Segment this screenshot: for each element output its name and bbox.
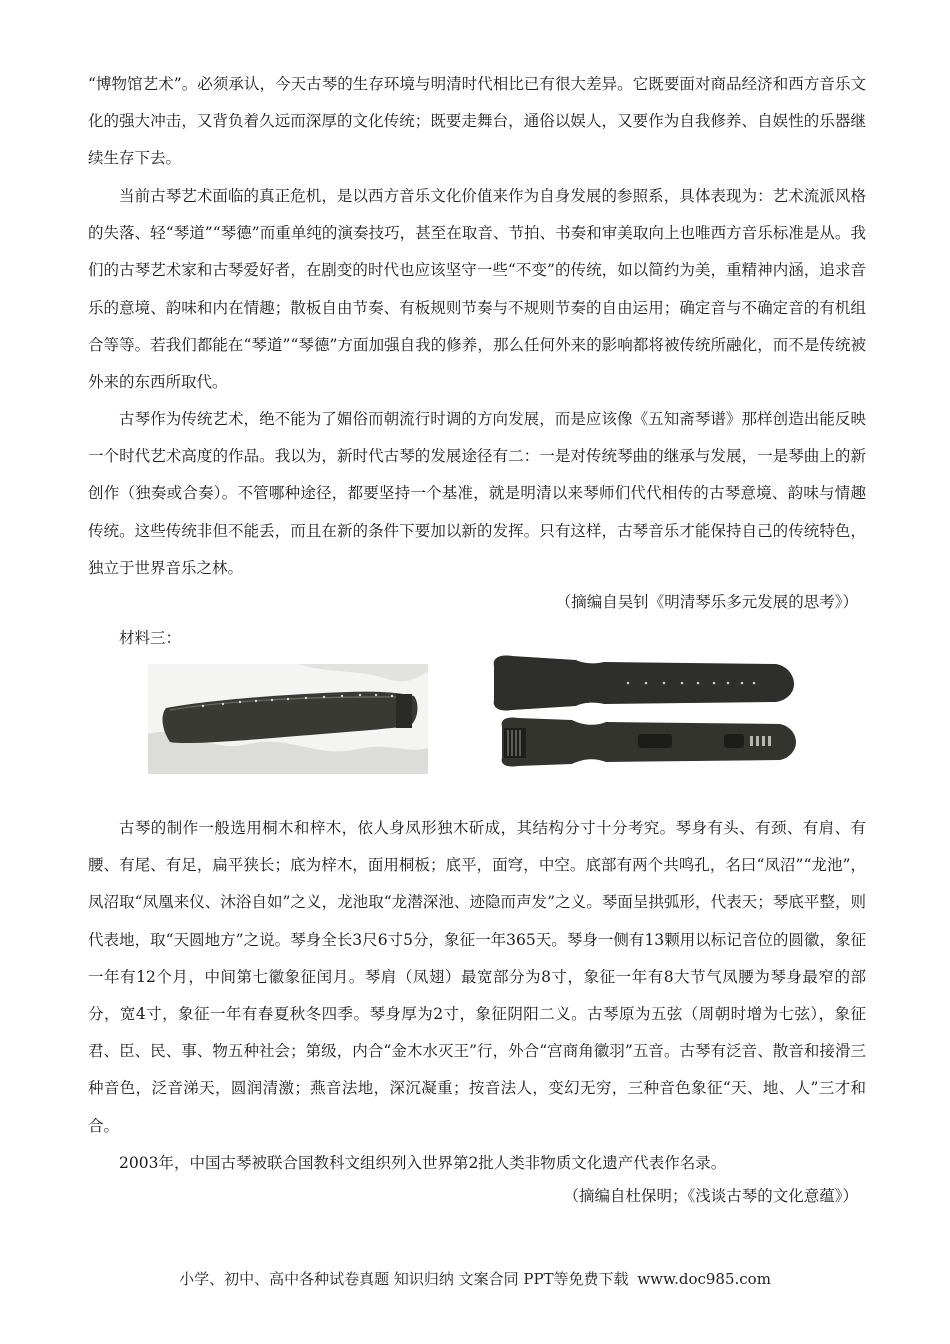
guqin-top-bottom-photo — [488, 654, 800, 780]
paragraph-3: 古琴作为传统艺术，绝不能为了媚俗而朝流行时调的方向发展，而是应该像《五知斋琴谱》那样创造出能反映一个时代艺术高度的作品。我以为，新时代古琴的发展途径有二：一是对传统琴曲的继承与发展，一是琴曲上的新创作（独奏或合奏）。不管哪种途径，都要坚持一个基准，就是明清以来琴师们代代相传的古琴意境、韵味与情趣传统。这些传统非但不能丢，而且在新的条件下要加以新的发挥。只有这样，古琴音乐才能保持自己的传统特色，独立于世界音乐之林。 — [88, 410, 866, 577]
source-citation-1: （摘编自吴钊《明清琴乐多元发展的思考》） — [555, 593, 858, 611]
footer-link[interactable]: www.doc985.com — [637, 1270, 771, 1288]
paragraph-5: 2003年，中国古琴被联合国教科文组织列入世界第2批人类非物质文化遗产代表作名录。 — [119, 1154, 727, 1172]
footer-text: 小学、初中、高中各种试卷真题 知识归纳 文案合同 PPT等免费下载 — [179, 1270, 629, 1288]
paragraph-4: 古琴的制作一般选用桐木和梓木，依人身凤形独木斫成，其结构分寸十分考究。琴身有头、有颈、有肩、有腰、有尾、有足，扁平狭长；底为梓木，面用桐板；底平，面穹，中空。底部有两个共鸣孔，名曰“凤沼”“龙池”，凤沼取“凤凰来仪、沐浴自如”之义，龙池取“龙潜深池、迹隐而声发”之义。琴面呈拱弧形，代表天；琴底平整，则代表地，取“天圆地方”之说。琴身全长3尺6寸5分，象征一年365天。琴身一侧有13颗用以标记音位的圆徽，象征一年有12个月，中间第七徽象征闰月。琴肩（凤翅）最宽部分为8寸，象征一年有8大节气凤腰为琴身最窄的部分，宽4寸，象征一年有春夏秋冬四季。琴身厚为2寸，象征阴阳二义。古琴原为五弦（周朝时增为七弦），象征君、臣、民、事、物五种社会；第级，内合“金木水灭王”行，外合“宫商角徽羽”五音。古琴有泛音、散音和接滑三种音色，泛音涕天，圆润清激；燕音法地，深沉凝重；按音法人，变幻无穷，三种音色象征“天、地、人”三才和合。 — [88, 819, 866, 1135]
guqin-photo — [148, 664, 428, 774]
source-citation-2: （摘编自杜保明；《浅谈古琴的文化意蕴》） — [563, 1187, 858, 1205]
material-3-heading: 材料三： — [119, 629, 182, 647]
paragraph-2: 当前古琴艺术面临的真正危机，是以西方音乐文化价值来作为自身发展的参照系，具体表现为：艺术流派风格的失落、轻“琴道”“琴德”而重单纯的演奏技巧，甚至在取音、节拍、书奏和审美取向上也唯西方音乐标准是从。我们的古琴艺术家和古琴爱好者，在剧变的时代也应该坚守一些“不变”的传统，如以简约为美，重精神内涵，追求音乐的意境、韵味和内在情趣；散板自由节奏、有板规则节奏与不规则节奏的自由运用；确定音与不确定音的有机组合等等。若我们都能在“琴道”“琴德”方面加强自我的修养，那么任何外来的影响都将被传统所融化，而不是传统被外来的东西所取代。 — [88, 187, 866, 392]
page-footer — [0, 1268, 950, 1289]
paragraph-1: “博物馆艺术”。必须承认，今天古琴的生存环境与明清时代相比已有很大差异。它既要面对商品经济和西方音乐文化的强大冲击，又背负着久远而深厚的文化传统；既要走舞台，通俗以娱人，又要作为自我修养、自娱性的乐器继续生存下去。 — [88, 75, 866, 168]
